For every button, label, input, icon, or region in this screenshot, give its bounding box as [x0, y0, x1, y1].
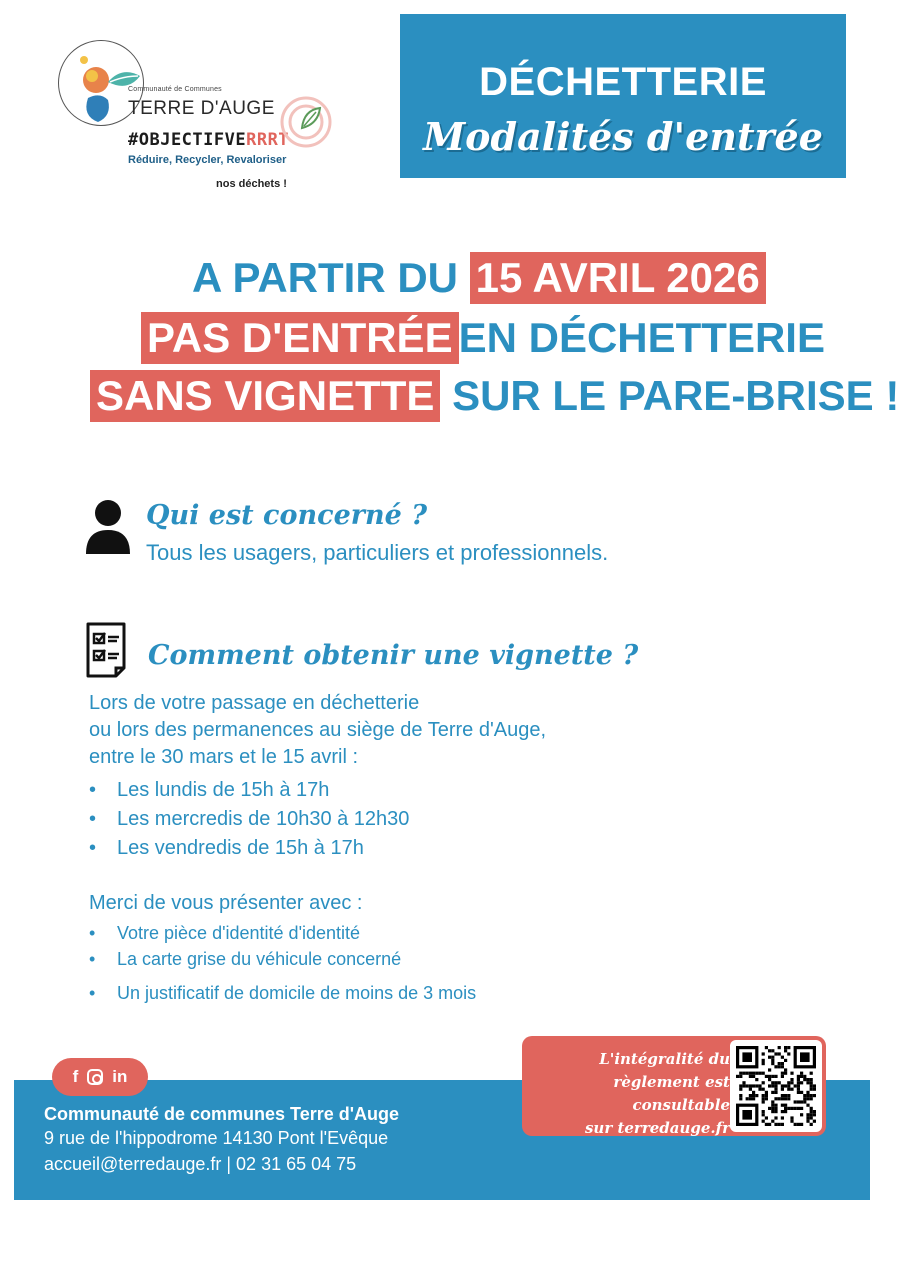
logo-hashtag-accent: RRRT [246, 130, 290, 150]
logo-tagline-2: nos déchets ! [216, 178, 287, 190]
headline-no-entry-highlight: PAS D'ENTRÉE [141, 312, 459, 364]
footer-address: 9 rue de l'hippodrome 14130 Pont l'Evêque [44, 1128, 389, 1148]
intro-line: entre le 30 mars et le 15 avril : [89, 746, 359, 768]
qr-code-icon[interactable] [730, 1040, 822, 1132]
footer-organization: Communauté de communes Terre d'Auge [44, 1104, 400, 1124]
section-who-title: Qui est concerné ? [146, 500, 428, 531]
schedule-item: • Les mercredis de 10h30 à 12h30 [89, 805, 409, 834]
headline-date-highlight: 15 AVRIL 2026 [470, 252, 766, 304]
facebook-icon[interactable]: f [72, 1067, 79, 1086]
headline-windshield-text: SUR LE PARE-BRISE ! [452, 372, 900, 419]
headline-no-sticker-highlight: SANS VIGNETTE [90, 370, 440, 422]
banner-subtitle: Modalités d'entrée [423, 114, 823, 159]
banner-title: DÉCHETTERIE [479, 60, 767, 104]
checklist-icon [84, 620, 132, 680]
section-who-text: Tous les usagers, particuliers et professionnels. [146, 540, 609, 565]
logo-tagline: Réduire, Recycler, Revaloriser [128, 154, 287, 166]
reglement-line: sur terredauge.fr [584, 1119, 730, 1137]
person-icon [84, 498, 132, 554]
document-item: • La carte grise du véhicule concerné [89, 946, 476, 972]
headline-line-1 [0, 252, 900, 304]
terre-dauge-logo [58, 36, 348, 196]
reglement-text [532, 1048, 730, 1140]
leaf-swirl-icon [276, 92, 336, 152]
schedule-list [89, 776, 409, 863]
logo-small-text: Communauté de Communes [128, 86, 222, 93]
intro-line: ou lors des permanences au siège de Terre d'Auge, [89, 719, 547, 741]
schedule-item: • Les lundis de 15h à 17h [89, 776, 409, 805]
headline-line-2 [0, 312, 900, 364]
schedule-item: • Les vendredis de 15h à 17h [89, 834, 409, 863]
social-links [52, 1058, 148, 1096]
logo-hashtag-main: #OBJECTIFVE [128, 130, 247, 150]
documents-list [89, 920, 476, 1006]
document-item: • Votre pièce d'identité d'identité [89, 920, 476, 946]
logo-brand: TERRE D'AUGE [128, 98, 275, 119]
headline-dechetterie-text: EN DÉCHETTERIE [458, 314, 825, 361]
reglement-line: règlement est consultable [613, 1073, 730, 1114]
reglement-line: L'intégralité du [599, 1050, 730, 1068]
headline-line-3 [0, 370, 900, 422]
reglement-box [522, 1036, 826, 1136]
intro-line: Lors de votre passage en déchetterie [89, 692, 420, 714]
document-item: • Un justificatif de domicile de moins de 3 mois [89, 980, 476, 1006]
logo-hashtag [128, 130, 289, 150]
linkedin-icon[interactable]: in [112, 1067, 128, 1086]
section-how-intro [89, 690, 546, 771]
section-how-title: Comment obtenir une vignette ? [148, 640, 639, 671]
instagram-icon[interactable] [87, 1069, 103, 1085]
footer-contact: accueil@terredauge.fr | 02 31 65 04 75 [44, 1154, 357, 1174]
headline-from-text: A PARTIR DU [192, 254, 458, 301]
qr-code-graphic [736, 1046, 816, 1126]
title-banner [400, 14, 846, 178]
documents-intro: Merci de vous présenter avec : [89, 892, 363, 914]
